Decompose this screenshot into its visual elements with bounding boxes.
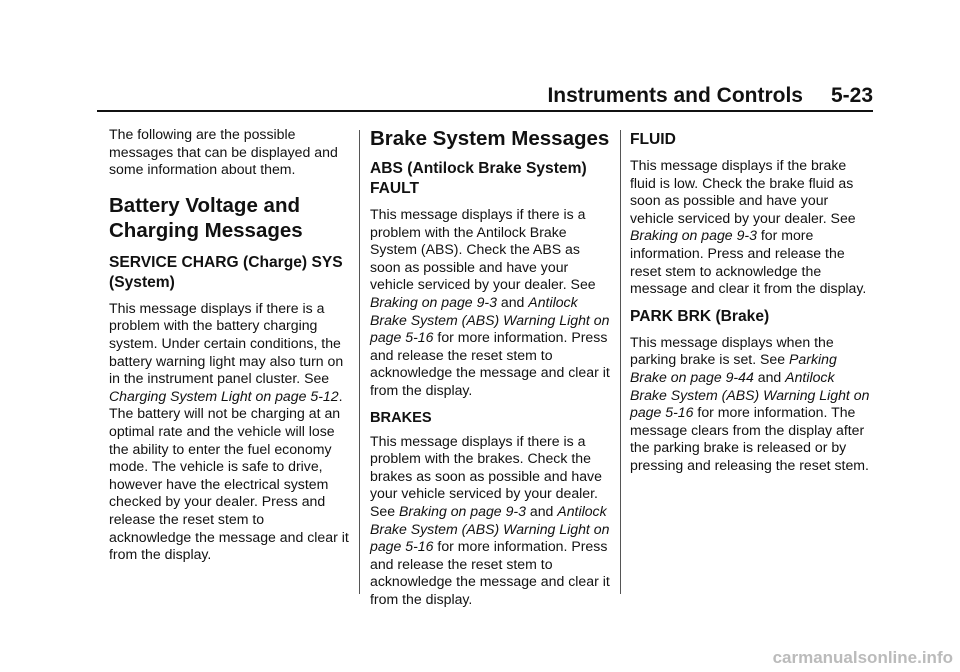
brake-section-heading: Brake System Messages <box>370 127 610 150</box>
page-header <box>0 78 960 112</box>
column-1 <box>109 126 349 573</box>
fluid-heading: FLUID <box>630 131 676 148</box>
header-rule <box>97 110 873 112</box>
cross-reference: Charging System Light on page 5-12 <box>109 387 339 404</box>
text-run: This message displays if there is a problem with the battery charging system. Under certain conditions, the battery warning light may also turn on in the instrument panel cluster. See <box>109 299 344 387</box>
text-run: for more information. Press and release the reset stem to acknowledge the message and clear it from the display. <box>630 227 867 297</box>
abs-fault-paragraph <box>370 206 610 400</box>
column-divider <box>620 130 621 594</box>
cross-reference: Antilock Brake System (ABS) Warning Light on page 5-16 <box>370 293 610 346</box>
service-charg-paragraph <box>109 300 349 564</box>
watermark: carmanualsonline.info <box>772 648 953 667</box>
page-number: 5-23 <box>830 84 873 107</box>
brakes-paragraph <box>370 433 610 609</box>
cross-reference: Braking on page 9-3 <box>370 293 497 310</box>
battery-section-heading: Battery Voltage and Charging Messages <box>109 193 303 242</box>
intro-paragraph: The following are the possible messages that can be displayed and some information about them. <box>109 126 338 178</box>
text-run: for more information. Press and release the reset stem to acknowledge the message and clear it from the display. <box>370 538 610 607</box>
fluid-paragraph <box>630 157 870 298</box>
text-run: and <box>753 368 786 385</box>
text-run: for more information. Press and release the reset stem to acknowledge the message and clear it from the display. <box>370 329 610 398</box>
brakes-heading: BRAKES <box>370 409 432 426</box>
column-divider <box>359 130 360 594</box>
text-run: This message displays if the brake fluid is low. Check the brake fluid as soon as possible and have your vehicle serviced by your dealer. See <box>630 157 856 226</box>
abs-fault-heading: ABS (Antilock Brake System) FAULT <box>370 160 587 197</box>
park-brk-paragraph <box>630 334 870 475</box>
text-run: . The battery will not be charging at an optimal rate and the vehicle will lose the ability to enter the fuel economy mode. The vehicle is safe to drive, however have the electrical system checked by your dealer. Press and release the reset stem to acknowledge the message and clear it from the display. <box>109 387 349 563</box>
text-run: This message displays when the parking brake is set. See <box>630 333 834 368</box>
cross-reference: Braking on page 9-3 <box>399 502 526 519</box>
cross-reference: Antilock Brake System (ABS) Warning Light on page 5-16 <box>370 502 610 555</box>
cross-reference: Braking on page 9-3 <box>630 227 757 244</box>
text-run: This message displays if there is a problem with the brakes. Check the brakes as soon as possible and have your vehicle serviced by your dealer. See <box>370 432 602 519</box>
text-run: for more information. The message clears from the display after the parking brake is released or by pressing and releasing the reset stem. <box>630 404 869 473</box>
header-title: Instruments and Controls <box>547 84 803 107</box>
column-3 <box>630 126 870 484</box>
cross-reference: Antilock Brake System (ABS) Warning Light on page 5-16 <box>630 368 870 421</box>
park-brk-heading: PARK BRK (Brake) <box>630 307 770 325</box>
text-run: This message displays if there is a problem with the Antilock Brake System (ABS). Check the ABS as soon as possible and have your vehicle serviced by your dealer. See <box>370 206 596 293</box>
text-run: and <box>525 502 558 519</box>
column-2 <box>370 126 610 617</box>
service-charg-heading: SERVICE CHARG (Charge) SYS (System) <box>109 253 343 291</box>
text-run: and <box>496 293 529 310</box>
cross-reference: Parking Brake on page 9-44 <box>630 351 837 385</box>
